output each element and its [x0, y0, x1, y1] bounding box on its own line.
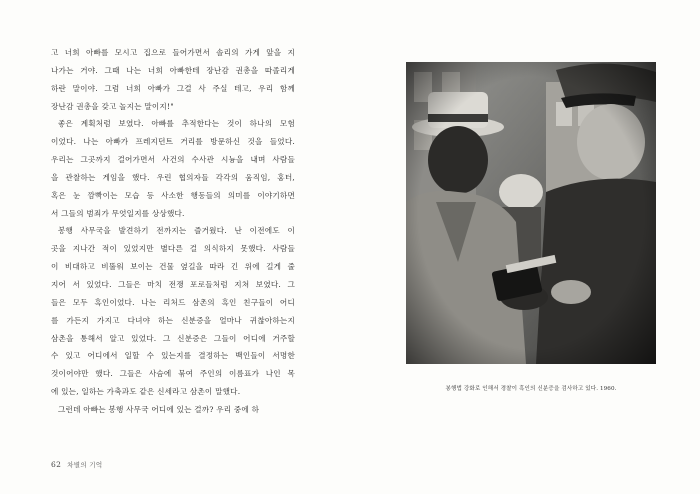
text-line: 이 비대하고 비뚤워 보이는 건물 옆길을 따라 긴 위에 길게 줄 [51, 262, 295, 272]
text-line: 우리는 그곳까지 걸어가면서 사건의 수사관 시늉을 내며 사람들 [51, 155, 295, 165]
text-line: 을 관찰하는 게임을 했다. 우린 협의자들 각각의 움직임, 홍터, [51, 172, 295, 182]
page-footer [51, 460, 102, 469]
text-line: 들은 모두 흑인이었다. 나는 리처드 삼촌의 흑인 친구들이 어디 [51, 297, 295, 307]
page-number: 62 [51, 460, 62, 469]
text-line: 것이어야만 했다. 그들은 사슴에 묶여 주인의 이름표가 나인 목 [51, 369, 295, 379]
text-line: 고 너희 아빠를 모시고 집으로 들어가면서 솔리의 가게 앞을 지 [51, 48, 295, 57]
photo-illustration [406, 62, 656, 364]
text-line: 이었다. 나는 아빠가 프레지던트 거리를 방문하신 것을 들었다. [51, 137, 295, 147]
text-line: 하란 말이야. 그럼 너희 아빠가 그걸 사 주실 테고, 우리 함께 [51, 83, 295, 93]
text-line: 를 가든지 가지고 다녀야 하는 신분증을 얼마나 귀찮아하는지 [51, 315, 295, 325]
photo-caption: 봉행법 강화로 인해서 경찰이 흑인의 신분증을 검사하고 있다. 1960. [445, 386, 617, 392]
photograph [406, 62, 656, 364]
text-line: 삼촌을 통해서 알고 있었다. 그 신분증은 그들이 어디에 거주할 [51, 333, 295, 343]
running-title: 차별의 기억 [67, 461, 103, 469]
text-line: 나가는 거야. 그때 나는 너희 아빠한테 장난감 권총을 따졸리게 [51, 65, 295, 75]
text-line: 그런데 아빠는 봉행 사무국 어디에 있는 걸까? 우리 중에 하 [58, 404, 260, 414]
body-text [51, 44, 295, 419]
text-line: 수 있고 어디에서 일할 수 있는지를 결정하는 백인들이 서명한 [51, 351, 295, 361]
text-line: 장난감 권총을 갖고 놀지는 말이지!" [51, 101, 174, 111]
text-line: 봉행 사무국을 발견하기 전까지는 즐거웠다. 난 이전에도 이 [58, 226, 295, 236]
text-line: 혹은 눈 깜빡이는 모습 등 사소한 행동들의 의미를 이야기하면 [51, 190, 295, 200]
text-line: 곳을 지나간 적이 있었지만 별다른 걸 의식하지 못했다. 사람들 [51, 244, 295, 254]
text-line: 에 있는, 일하는 가축과도 같은 신세라고 삼촌이 말했다. [51, 387, 241, 397]
text-line: 지어 서 있었다. 그들은 마치 전쟁 포로들처럼 지쳐 보였다. 그 [51, 279, 295, 289]
text-line: 서 그들의 범죄가 무엇일지를 상상했다. [51, 208, 185, 218]
text-line: 좋은 계획처럼 보였다. 아빠를 추적한다는 것이 하나의 모험 [58, 119, 295, 129]
